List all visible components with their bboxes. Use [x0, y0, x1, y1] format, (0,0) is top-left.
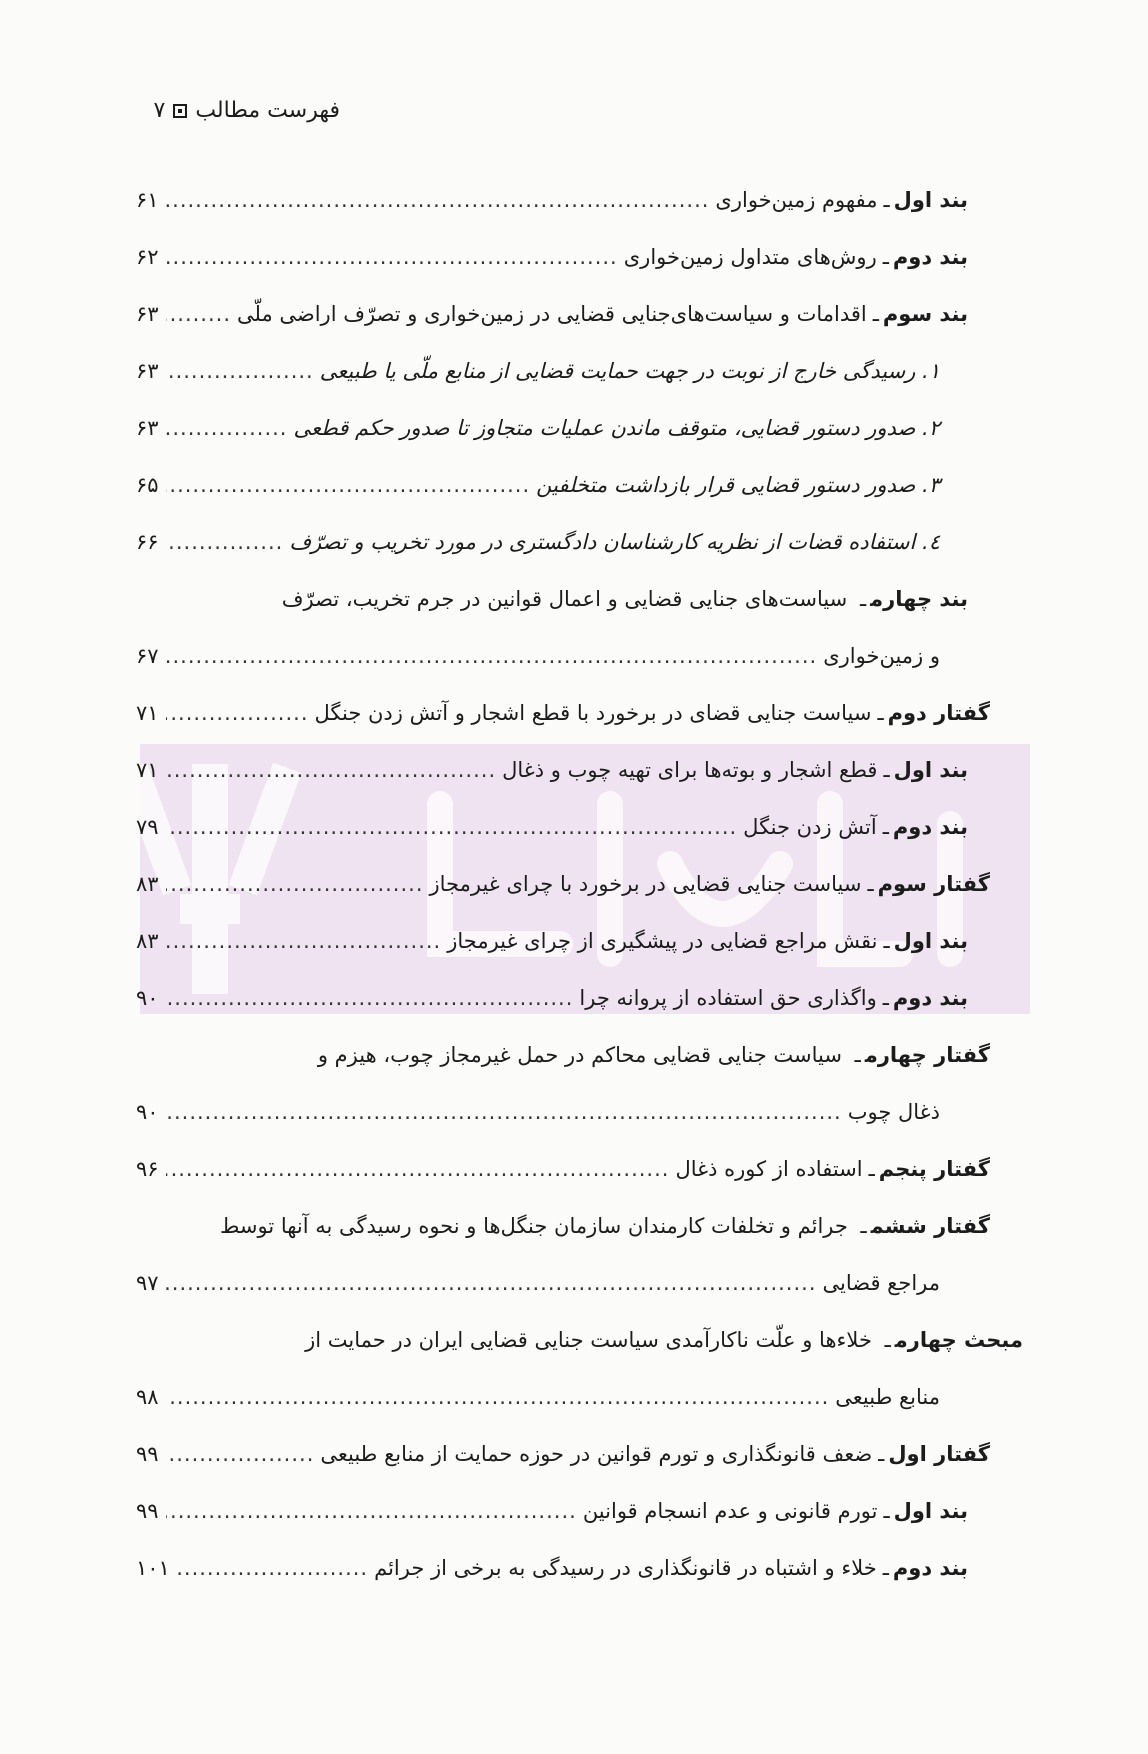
entry-page: ۶۳: [136, 302, 159, 326]
entry-lead: بند دوم: [892, 245, 968, 269]
entry-lead: گفتار چهارم: [864, 1043, 990, 1067]
entry-page: ۸۳: [136, 929, 159, 953]
toc-entry: [136, 286, 1148, 343]
leader-dots: [166, 799, 737, 856]
entry-title: خلاءها و علّت ناکارآمدی سیاست جنایی قضایی ایران در حمایت از: [305, 1328, 872, 1352]
leader-dots: [166, 1369, 829, 1426]
entry-dash: ـ: [883, 758, 890, 782]
entry-page: ۶۵: [136, 473, 159, 497]
leader-dots: [166, 286, 231, 343]
entry-title: و زمین‌خواری: [823, 644, 940, 668]
leader-dots: [166, 628, 817, 685]
entry-dash: ـ: [882, 815, 889, 839]
leader-dots: [166, 913, 441, 970]
entry-page: ۹۷: [136, 1271, 159, 1295]
entry-page: ۶۳: [136, 416, 159, 440]
toc-entry: [136, 457, 1148, 514]
entry-title: ۲. صدور دستور قضایی، متوقف ماندن عملیات متجاوز تا صدور حکم قطعی: [293, 416, 940, 440]
entry-title: قطع اشجار و بوته‌ها برای تهیه چوب و ذغال: [502, 758, 878, 782]
toc-entry: [136, 856, 1148, 913]
entry-dash: ـ: [883, 1499, 890, 1523]
entry-lead: گفتار ششم: [870, 1214, 990, 1238]
header-page-number: ۷: [153, 98, 166, 123]
leader-dots: [166, 742, 496, 799]
leader-dots: [166, 343, 314, 400]
entry-lead: بند اول: [893, 758, 968, 782]
entry-dash: ـ: [884, 1328, 891, 1352]
toc-entry: [136, 1141, 1148, 1198]
leader-dots: [166, 229, 618, 286]
leader-dots: [166, 856, 424, 913]
toc-entry: [136, 1540, 1148, 1597]
entry-title: واگذاری حق استفاده از پروانه چرا: [579, 986, 877, 1010]
entry-dash: ـ: [882, 986, 889, 1010]
entry-title: تورم قانونی و عدم انسجام قوانین: [582, 1499, 878, 1523]
entry-dash: ـ: [883, 929, 890, 953]
entry-lead: بند دوم: [892, 1556, 968, 1580]
entry-page: ۹۸: [136, 1385, 159, 1409]
entry-title: اقدامات و سیاست‌های‌جنایی قضایی در زمین‌خواری و تصرّف اراضی ملّی: [237, 302, 867, 326]
entry-dash: ـ: [877, 701, 884, 725]
entry-dash: ـ: [878, 1442, 885, 1466]
leader-dots: [166, 1255, 817, 1312]
entry-page: ۱۰۱: [136, 1556, 170, 1580]
toc-entry-continued: [136, 1084, 1148, 1141]
header-title: فهرست مطالب: [195, 98, 340, 123]
entry-dash: ـ: [854, 1043, 861, 1067]
toc-entry: [136, 799, 1148, 856]
toc-entry: [136, 400, 1148, 457]
page-header: [154, 98, 341, 123]
entry-dash: ـ: [868, 1157, 875, 1181]
entry-title: مراجع قضایی: [822, 1271, 940, 1295]
toc-entry: [136, 571, 1148, 628]
entry-dash: ـ: [860, 1214, 867, 1238]
entry-lead: مبحث چهارم: [894, 1328, 1023, 1352]
entry-title: جرائم و تخلفات کارمندان سازمان جنگل‌ها و نحوه رسیدگی به آنها توسط: [219, 1214, 848, 1238]
toc-entry: [136, 742, 1148, 799]
entry-page: ۶۶: [136, 530, 159, 554]
entry-lead: گفتار سوم: [877, 872, 990, 896]
entry-title: آتش زدن جنگل: [743, 815, 877, 839]
entry-dash: ـ: [883, 188, 890, 212]
leader-dots: [166, 400, 287, 457]
toc-entry: [136, 970, 1148, 1027]
entry-title: سیاست جنایی قضایی در برخورد با چرای غیرمجاز: [429, 872, 862, 896]
entry-page: ۷۱: [136, 758, 159, 782]
leader-dots: [166, 685, 309, 742]
toc-entry: [136, 1483, 1148, 1540]
entry-title: ۳. صدور دستور قضایی قرار بازداشت متخلفین: [536, 473, 940, 497]
toc-entry: [136, 1312, 1148, 1369]
entry-lead: بند دوم: [892, 986, 968, 1010]
entry-title: سیاست‌های جنایی قضایی و اعمال قوانین در جرم تخریب، تصرّف: [281, 587, 848, 611]
leader-dots: [166, 1426, 314, 1483]
leader-dots: [176, 1540, 368, 1597]
toc-entry: [136, 913, 1148, 970]
entry-lead: بند چهارم: [870, 587, 968, 611]
entry-page: ۹۰: [136, 1100, 159, 1124]
leader-dots: [166, 1084, 842, 1141]
entry-lead: گفتار دوم: [887, 701, 990, 725]
entry-title: نقش مراجع قضایی در پیشگیری از چرای غیرمجاز: [447, 929, 878, 953]
entry-title: ضعف قانونگذاری و تورم قوانین در حوزه حمایت از منابع طبیعی: [320, 1442, 873, 1466]
table-of-contents: [136, 172, 1148, 1597]
entry-lead: گفتار پنجم: [878, 1157, 990, 1181]
leader-dots: [166, 457, 530, 514]
entry-page: ۶۱: [136, 188, 159, 212]
toc-entry: [136, 685, 1148, 742]
entry-page: ۶۲: [136, 245, 159, 269]
toc-entry: [136, 1426, 1148, 1483]
entry-lead: بند اول: [893, 1499, 968, 1523]
entry-page: ۶۷: [136, 644, 159, 668]
entry-page: ۹۰: [136, 986, 159, 1010]
toc-entry: [136, 1027, 1148, 1084]
leader-dots: [166, 1141, 669, 1198]
entry-page: ۹۶: [136, 1157, 159, 1181]
entry-lead: بند اول: [893, 929, 968, 953]
entry-title: ٤. استفاده قضات از نظریه کارشناسان دادگستری در مورد تخریب و تصرّف: [289, 530, 940, 554]
toc-entry: [136, 229, 1148, 286]
toc-entry: [136, 514, 1148, 571]
entry-title: سیاست جنایی قضایی محاکم در حمل غیرمجاز چوب، هیزم و: [317, 1043, 842, 1067]
entry-page: ۹۹: [136, 1499, 159, 1523]
leader-dots: [166, 970, 573, 1027]
entry-title: روش‌های متداول زمین‌خواری: [623, 245, 877, 269]
leader-dots: [166, 514, 283, 571]
entry-title: سیاست جنایی قضای در برخورد با قطع اشجار و آتش زدن جنگل: [314, 701, 872, 725]
leader-dots: [166, 1483, 577, 1540]
toc-entry: [136, 343, 1148, 400]
toc-entry-continued: [136, 1369, 1148, 1426]
entry-title: استفاده از کوره ذغال: [675, 1157, 863, 1181]
entry-lead: بند سوم: [882, 302, 968, 326]
toc-entry: [136, 172, 1148, 229]
entry-page: ۹۹: [136, 1442, 159, 1466]
entry-lead: بند اول: [893, 188, 968, 212]
entry-dash: ـ: [872, 302, 879, 326]
entry-page: ۸۳: [136, 872, 159, 896]
entry-dash: ـ: [859, 587, 867, 611]
entry-title: منابع طبیعی: [835, 1385, 940, 1409]
entry-dash: ـ: [882, 245, 889, 269]
entry-title: مفهوم زمین‌خواری: [715, 188, 878, 212]
entry-page: ۶۳: [136, 359, 159, 383]
entry-title: ۱. رسیدگی خارج از نوبت در جهت حمایت قضایی از منابع ملّی یا طبیعی: [319, 359, 940, 383]
toc-entry-continued: [136, 628, 1148, 685]
entry-page: ۷۱: [136, 701, 159, 725]
leader-dots: [166, 172, 709, 229]
entry-lead: گفتار اول: [888, 1442, 990, 1466]
toc-entry-continued: [136, 1255, 1148, 1312]
entry-dash: ـ: [882, 1556, 889, 1580]
entry-title: ذغال چوب: [847, 1100, 940, 1124]
entry-title: خلاء و اشتباه در قانونگذاری در رسیدگی به برخی از جرائم: [374, 1556, 877, 1580]
entry-lead: بند دوم: [892, 815, 968, 839]
square-bullet-icon: [173, 104, 187, 118]
toc-entry: [136, 1198, 1148, 1255]
entry-dash: ـ: [867, 872, 874, 896]
entry-page: ۷۹: [136, 815, 159, 839]
